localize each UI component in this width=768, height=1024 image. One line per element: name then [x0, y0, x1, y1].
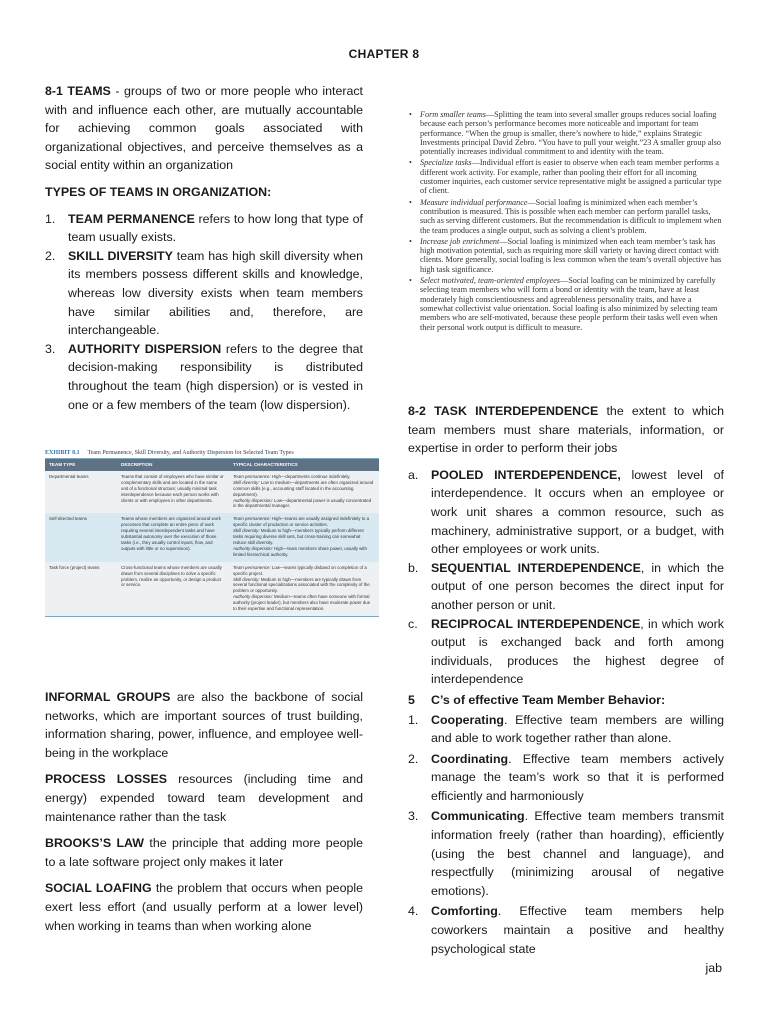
cell-label: Skill diversity:	[233, 479, 260, 485]
table-cell: Self-directed teams	[45, 513, 117, 561]
list-term: TEAM PERMANENCE	[68, 211, 195, 226]
list-number: 3.	[408, 809, 419, 824]
list-text: —Individual effort is easier to observe when each team member performs a different work activity. For example, rather than pooling their effort for all incoming customer inquiries, each customer service representative might be assigned a particular type of client.	[420, 158, 722, 196]
list-text: team has high skill diversity when its members possess different skills and knowledge, whereas low diversity exists when team members have similar abilities and, therefore, are interchangeable.	[68, 248, 363, 338]
list-text: refers to the degree that decision-making responsibility is distributed throughout the team (high dispersion) or is vested in one or a few members of the team (low dispersion).	[68, 341, 363, 412]
list-number: a.	[408, 467, 419, 482]
list-term: Communicating	[431, 809, 525, 824]
brooks-text: the principle that adding more people to a late software project only makes it later	[45, 836, 364, 869]
list-item	[408, 237, 726, 274]
exhibit-label: EXHIBIT 8.1	[45, 450, 80, 456]
list-text: , in which work output is exchanged back and forth among individuals, produces the highest degree of interdependence	[431, 616, 724, 687]
list-text: —Splitting the team into several smaller groups reduces social loafing because each person’s performance becomes more noticeable and important for team performance. “When the group is smaller, there’s nowhere to hide,” explains Strategic Investments principal David Zebro. “You have to pull your weight.”23 A smaller group also potentially increases individual commitment to and identity with the team.	[420, 110, 721, 157]
list-text: —Social loafing can be minimized by carefully selecting team members who will form a bond or identity with the team, have at least moderately high conscientiousness and agreeableness personality traits, and have a somewhat collectivist value orientation. Social loafing is also minimized by selecting team members who are self-motivated, because these people perform their tasks well even when their personal work output is difficult to measure.	[420, 276, 718, 332]
list-term: SKILL DIVERSITY	[68, 248, 173, 263]
list-term: Form smaller teams	[420, 110, 486, 119]
informal-text: are also the backbone of social networks, which are important sources of trust building, information sharing, power, influence, and employee well-being in the workplace	[45, 690, 363, 760]
list-text: . Effective team members transmit information freely (rather than hoarding), efficiently (using the best channel and language), and respectfully (minimizing arousal of negative emotions).	[431, 809, 724, 898]
informal-groups	[45, 688, 363, 762]
interdep-text: the extent to which team members must share materials, information, or expertise in order to perform their jobs	[408, 404, 724, 456]
types-heading: TYPES OF TEAMS IN ORGANIZATION:	[45, 184, 272, 199]
task-interdependence	[408, 402, 724, 458]
bullet-icon: •	[409, 276, 412, 286]
list-term: RECIPROCAL INTERDEPENDENCE	[431, 616, 641, 631]
cell-text: High—departments continue indefinitely.	[270, 473, 351, 479]
table-row	[45, 471, 379, 513]
list-text: —Social loafing is minimized when each team member’s task has high motivation potential, such as requiring more skill variety or having direct contact with clients. More generally, social loafing is less common when the team’s overall objective has high task significance.	[420, 236, 722, 274]
process-text: resources (including time and energy) expended toward team development and maintenance rather than the task	[45, 772, 363, 824]
table-row	[45, 513, 379, 561]
book-excerpt	[408, 110, 726, 334]
exhibit-table	[45, 459, 379, 617]
list-item	[408, 750, 724, 806]
social-loafing	[45, 879, 363, 935]
cell-text: High—team members share power, usually with limited hierarchical authority.	[233, 545, 367, 557]
table-cell	[229, 471, 379, 513]
list-item	[408, 807, 724, 900]
bullet-icon: •	[409, 236, 412, 246]
left-column	[45, 82, 363, 414]
cell-label: Authority dispersion:	[233, 545, 273, 551]
list-number: 2.	[45, 248, 56, 263]
table-header-row	[45, 459, 379, 471]
list-term: Coordinating	[431, 751, 509, 766]
list-term: AUTHORITY DISPERSION	[68, 341, 222, 356]
footer-initials: jab	[705, 961, 722, 975]
list-number: b.	[408, 560, 419, 575]
teams-text: - groups of two or more people who interact with and influence each other, are mutually accountable for achieving common goals associated with organizational objectives, and perceive themselves as a social entity within an organization	[45, 84, 364, 173]
list-text: lowest level of interdependence. It occurs when an employee or work unit shares a common resource, such as machinery, administrative support, or a budget, with other employees or work units.	[431, 467, 724, 557]
table-cell: Teams whose members are organized around work processes that complete an entire piece of work requiring several interdependent tasks and have substantial autonomy over the execution of those tasks (i.e., they usually control inputs, flow, and outputs with little or no supervision).	[117, 513, 229, 561]
list-item	[408, 276, 726, 332]
informal-term: INFORMAL GROUPS	[45, 690, 171, 704]
list-text: , in which the output of one person becomes the direct input for another person or unit.	[431, 560, 724, 612]
list-term: Measure individual performance	[420, 197, 528, 207]
list-item	[408, 615, 724, 689]
list-number: 3.	[45, 341, 56, 356]
bullet-icon: •	[409, 110, 412, 119]
list-text: —Social loafing is minimized when each member’s contribution is measured. This is possible when each member can perform parallel tasks, such as serving different customers. But the recommendation is difficult to implement when the team produces a single output, such as solving a client’s problem.	[420, 197, 722, 235]
cell-label: Skill diversity:	[233, 528, 260, 534]
cell-label: Team permanence:	[233, 473, 271, 479]
cell-label: Authority dispersion:	[233, 497, 273, 503]
chapter-title: CHAPTER 8	[348, 47, 420, 61]
interdep-term: 8-2 TASK INTERDEPENDENCE	[408, 404, 599, 418]
right-column	[408, 402, 724, 958]
process-term: PROCESS LOSSES	[45, 772, 167, 787]
table-row	[45, 562, 379, 617]
cell-label: Authority dispersion:	[233, 594, 273, 600]
five-c-number: 5	[408, 692, 415, 707]
list-term: Specialize tasks	[420, 158, 472, 168]
list-term: POOLED INTERDEPENDENCE,	[431, 467, 621, 482]
table-cell: Task force (project) teams	[45, 562, 117, 617]
list-number: 2.	[408, 751, 419, 766]
bullet-icon: •	[409, 197, 412, 207]
bullet-icon: •	[409, 158, 412, 168]
list-text: . Effective team members are willing and able to work together rather than alone.	[431, 712, 724, 746]
list-number: c.	[408, 616, 418, 631]
table-cell: Departmental teams	[45, 471, 117, 513]
table-cell	[229, 513, 379, 561]
exhibit-caption: Team Permanence, Skill Diversity, and Authority Dispersion for Selected Team Types	[87, 450, 294, 456]
list-item	[408, 198, 726, 235]
list-item	[408, 466, 724, 559]
list-term: Comforting	[431, 904, 498, 919]
teams-term: 8-1 TEAMS	[45, 84, 111, 98]
table-header: TEAM TYPE	[45, 459, 117, 471]
list-term: Cooperating	[431, 712, 504, 727]
cell-label: Team permanence:	[233, 564, 271, 570]
cell-text: Medium to high—members are typically drawn from several functional specializations associated with the complexity of the problem or opportunity.	[233, 576, 370, 594]
list-item	[45, 340, 363, 414]
exhibit-table-figure	[45, 448, 379, 617]
exhibit-title	[45, 448, 379, 459]
list-item	[408, 902, 724, 958]
table-cell: Teams that consist of employees who have similar or complementary skills and are located in the same unit of a functional structure; usually minimal task interdependence because each person works with clients or with employees in other departments.	[117, 471, 229, 513]
left-column-lower	[45, 688, 363, 943]
list-text: refers to how long that type of team usually exists.	[68, 211, 363, 245]
teams-definition	[45, 82, 363, 175]
cell-label: Team permanence:	[233, 516, 271, 522]
cell-text: Low—departmental power is usually concentrated in the departmental manager.	[233, 497, 372, 509]
table-cell: Cross-functional teams whose members are usually drawn from several disciplines to solve a specific problem, realize an opportunity, or design a product or service.	[117, 562, 229, 617]
list-item	[408, 711, 724, 748]
cell-text: Low to medium—departments are often organized around common skills (e.g., accounting staff located in the accounting department).	[233, 479, 374, 497]
table-header: TYPICAL CHARACTERISTICS	[229, 459, 379, 471]
list-number: 4.	[408, 904, 419, 919]
process-losses	[45, 770, 363, 826]
interdependence-list	[408, 466, 724, 689]
list-term: SEQUENTIAL INTERDEPENDENCE	[431, 560, 641, 575]
list-item	[408, 158, 726, 195]
cell-label: Skill diversity:	[233, 576, 260, 582]
list-text: . Effective team members actively manage the team’s work so that it is performed efficiently and harmoniously	[431, 751, 724, 803]
list-term: Select motivated, team-oriented employees	[420, 276, 561, 286]
cell-text: Low—teams typically disband on completion of a specific project.	[233, 564, 367, 576]
table-header: DESCRIPTION	[117, 459, 229, 471]
brooks-term: BROOKS’S LAW	[45, 836, 145, 851]
brooks-law	[45, 834, 363, 871]
loafing-term: SOCIAL LOAFING	[45, 881, 152, 896]
list-number: 1.	[408, 712, 419, 727]
team-types-list	[45, 210, 363, 415]
list-number: 1.	[45, 211, 56, 226]
list-item	[45, 247, 363, 340]
list-text: . Effective team members help coworkers maintain a positive and healthy psychological state	[431, 904, 724, 956]
loafing-text: the problem that occurs when people exert less effort (and usually perform at a lower level) when working in teams than when working alone	[45, 881, 363, 933]
five-c-list	[408, 711, 724, 959]
cell-text: Medium—teams often have someone with formal authority (project leader), but members also have moderate power due to their expertise and functional representation.	[233, 594, 371, 612]
list-item	[45, 210, 363, 247]
list-item	[408, 559, 724, 615]
table-cell	[229, 562, 379, 617]
list-item	[408, 110, 726, 156]
five-c-heading	[408, 691, 724, 710]
list-term: Increase job enrichment	[420, 236, 500, 246]
five-c-title: C’s of effective Team Member Behavior:	[431, 692, 666, 707]
cell-text: Medium to high—members typically perform different tasks requiring diverse skill sets, but cross-training can somewhat reduce skill diversity.	[233, 528, 364, 545]
cell-text: High—teams are usually assigned indefinitely to a specific cluster of production or service activities.	[233, 516, 370, 528]
